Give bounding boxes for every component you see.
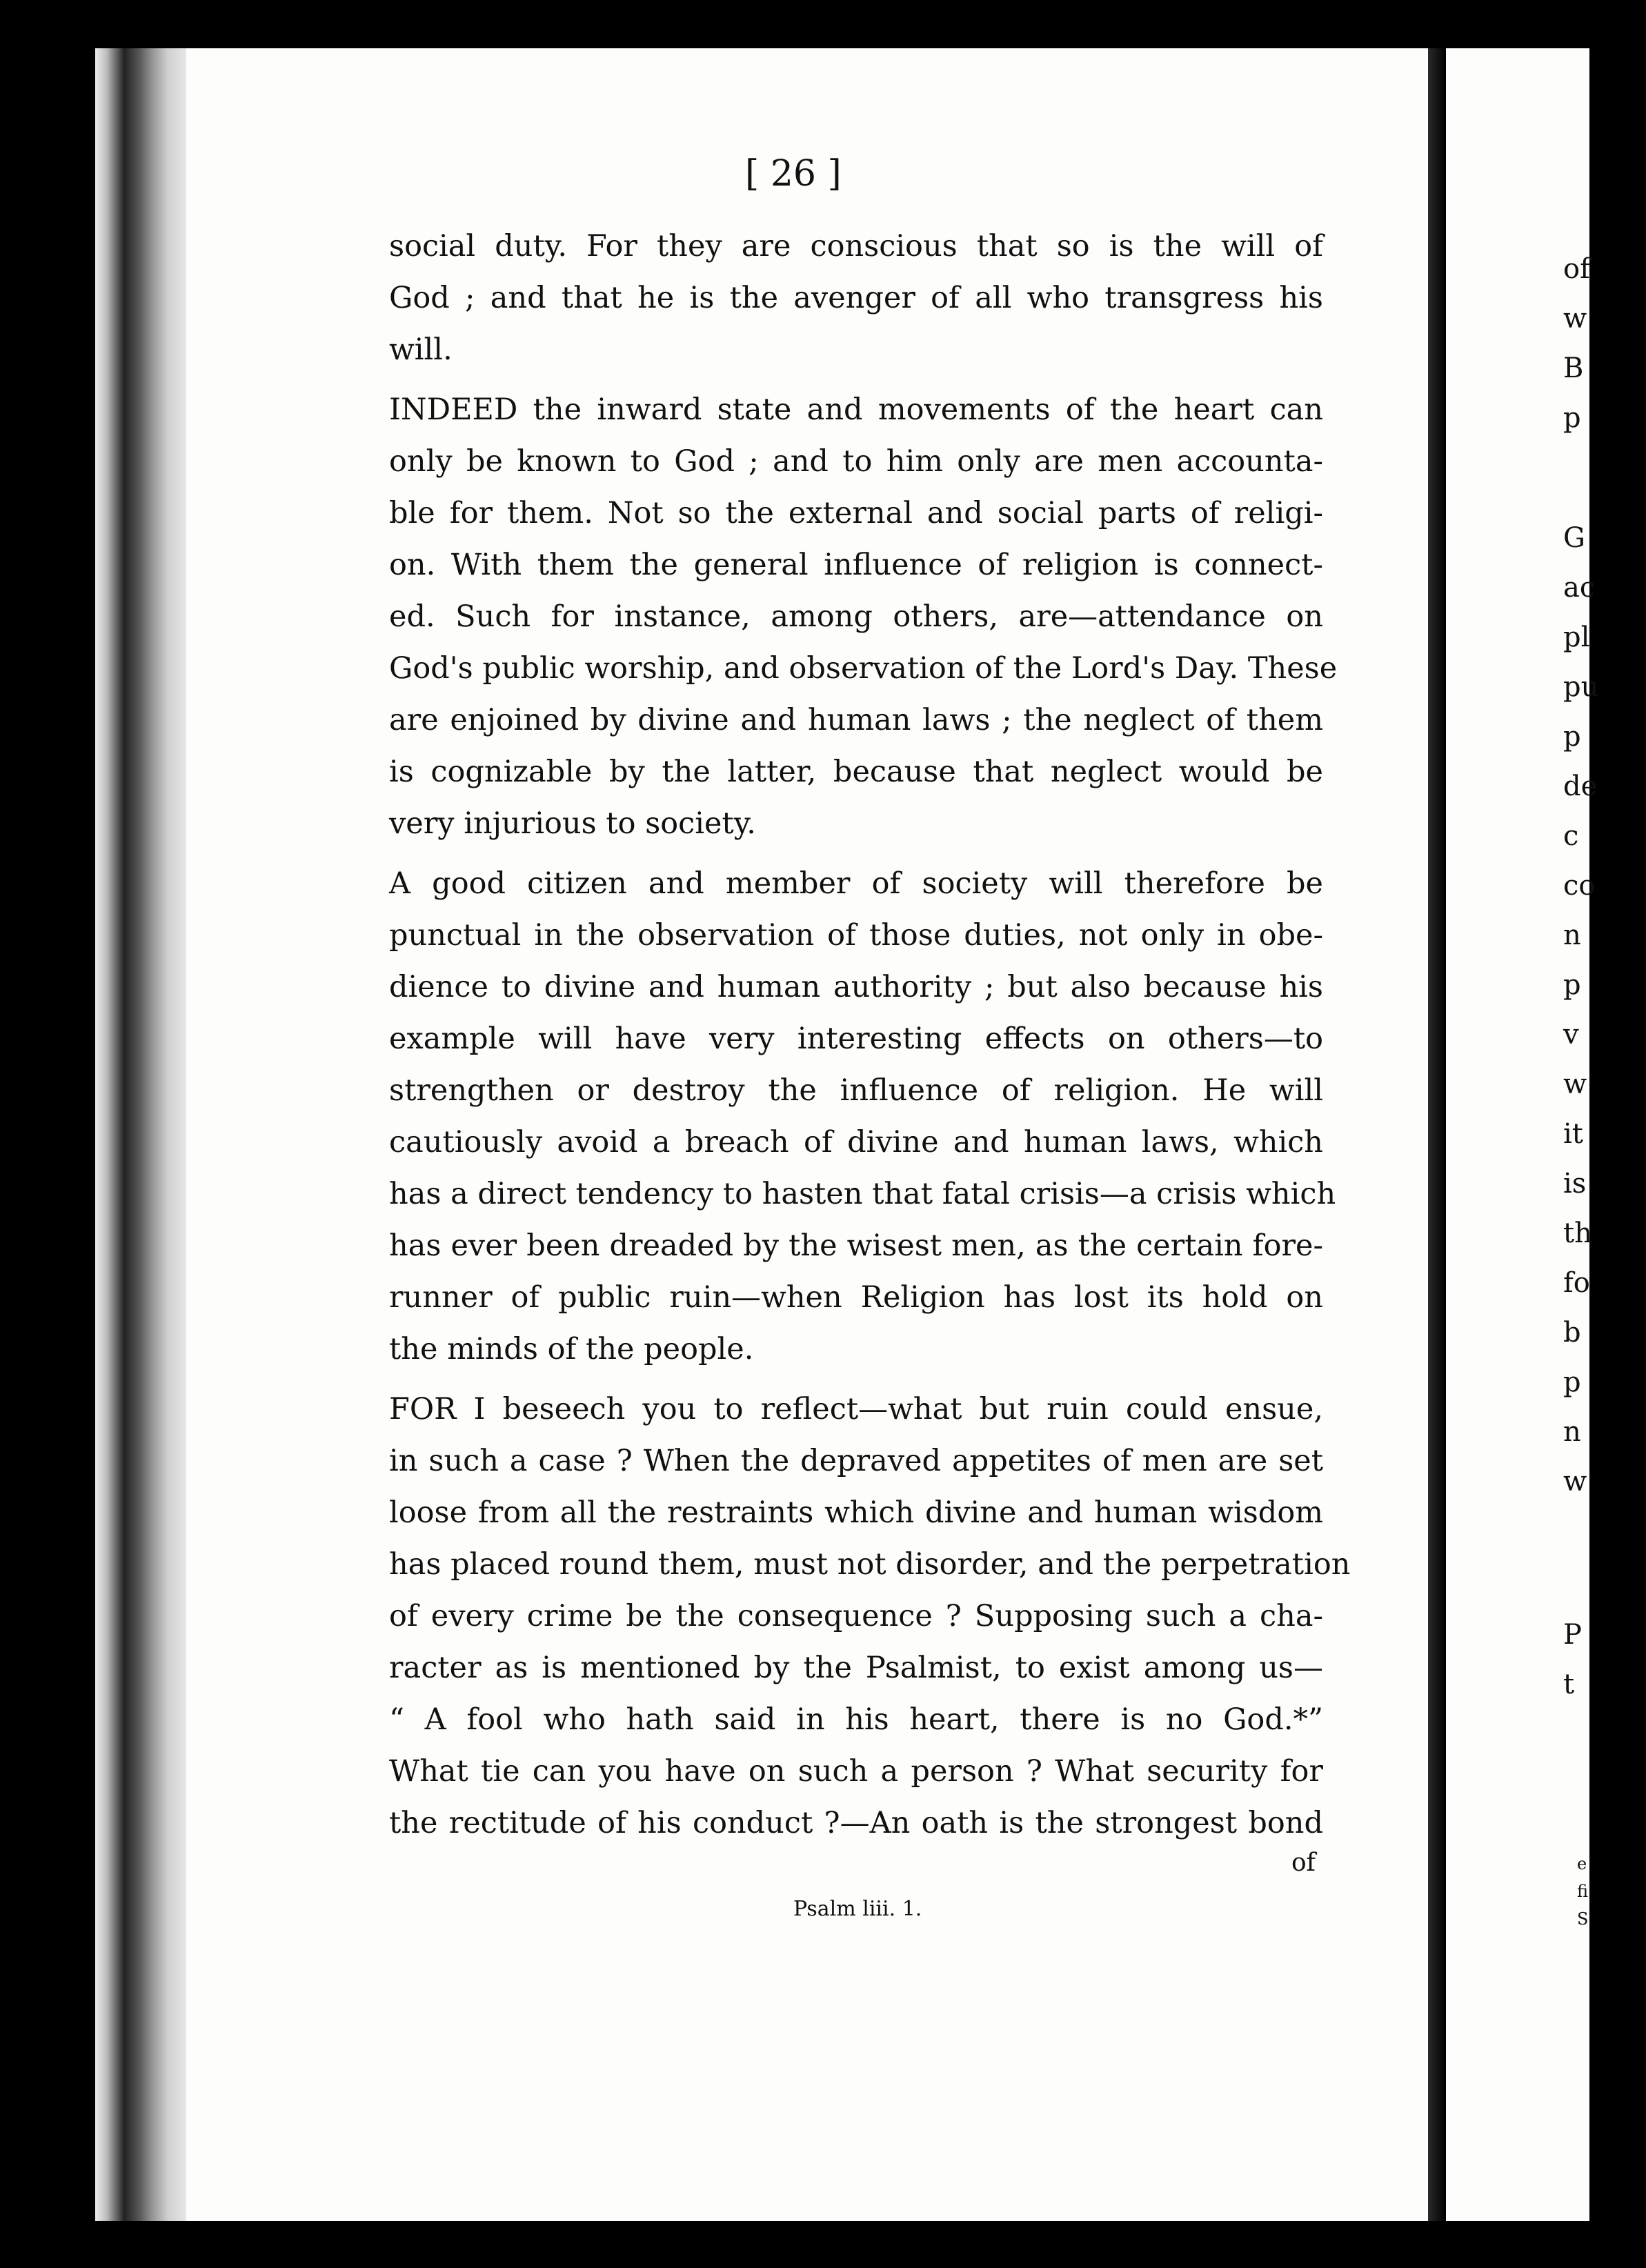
facing-line: fo: [1563, 1267, 1590, 1299]
text-line: racter as is mentioned by the Psalmist, to exist among us—: [389, 1651, 1323, 1685]
text-line: runner of public ruin—when Religion has lost its hold on: [389, 1280, 1323, 1315]
body-text: [389, 221, 1351, 1849]
text-line: dience to divine and human authority ; but also because his: [389, 970, 1323, 1004]
facing-line: p: [1563, 969, 1581, 1001]
page-edge-shadow: [95, 48, 192, 2221]
text-line: has a direct tendency to hasten that fatal crisis—a crisis which: [389, 1177, 1336, 1211]
facing-page-fragment: [1446, 48, 1599, 2221]
facing-note: S: [1577, 1909, 1589, 1929]
facing-line: is: [1563, 1168, 1587, 1200]
page-header: [ 26 ]: [745, 153, 842, 195]
facing-line: G: [1563, 522, 1585, 554]
text-line: has placed round them, must not disorder, and the perpetration: [389, 1547, 1351, 1582]
footnote: Psalm liii. 1.: [793, 1897, 922, 1921]
facing-line: of: [1563, 253, 1590, 285]
facing-line: p: [1563, 1366, 1581, 1398]
text-line: is cognizable by the latter, because that neglect would be: [389, 755, 1323, 789]
text-line: example will have very interesting effects on others—to: [389, 1022, 1323, 1056]
text-line: the minds of the people.: [389, 1332, 754, 1366]
facing-line: de: [1563, 770, 1598, 802]
text-line: FOR I beseech you to reflect—what but ruin could ensue,: [389, 1392, 1323, 1426]
text-line: ble for them. Not so the external and social parts of religi-: [389, 496, 1323, 530]
facing-line: v: [1563, 1019, 1579, 1051]
text-line: loose from all the restraints which divine and human wisdom: [389, 1495, 1323, 1530]
text-line: has ever been dreaded by the wisest men, as the certain fore-: [389, 1228, 1323, 1263]
text-line: God's public worship, and observation of the Lord's Day. These: [389, 651, 1338, 686]
facing-line: ac: [1563, 572, 1596, 604]
facing-line: B: [1563, 352, 1584, 384]
facing-line: p: [1563, 402, 1581, 434]
text-line: punctual in the observation of those duties, not only in obe-: [389, 918, 1323, 953]
catchword: of: [1291, 1849, 1316, 1877]
facing-line: P: [1563, 1619, 1582, 1651]
facing-line: w: [1563, 303, 1587, 335]
facing-line: w: [1563, 1068, 1587, 1100]
facing-note: fi: [1577, 1882, 1589, 1901]
text-line: strengthen or destroy the influence of religion. He will: [389, 1073, 1323, 1108]
text-line: cautiously avoid a breach of divine and human laws, which: [389, 1125, 1323, 1160]
facing-line: th: [1563, 1217, 1592, 1249]
text-line: What tie can you have on such a person ? What security for: [389, 1754, 1323, 1789]
facing-line: pl: [1563, 621, 1590, 653]
facing-line: it: [1563, 1118, 1583, 1150]
facing-line: pu: [1563, 671, 1599, 703]
text-line: A good citizen and member of society will therefore be: [389, 866, 1323, 901]
text-line: of every crime be the consequence ? Supposing such a cha-: [389, 1599, 1323, 1633]
text-line: only be known to God ; and to him only are men accounta-: [389, 444, 1323, 479]
facing-line: w: [1563, 1466, 1587, 1498]
text-line: will.: [389, 332, 453, 367]
text-line: God ; and that he is the avenger of all who transgress his: [389, 281, 1323, 315]
book-gutter: [1428, 48, 1446, 2221]
facing-line: n: [1563, 1416, 1581, 1448]
text-line: on. With them the general influence of religion is connect-: [389, 548, 1323, 582]
text-line: very injurious to society.: [389, 806, 756, 841]
text-line: social duty. For they are conscious that so is the will of: [389, 229, 1323, 263]
facing-line: c: [1563, 820, 1579, 852]
facing-note: e: [1577, 1854, 1587, 1873]
text-line: “ A fool who hath said in his heart, there is no God.*”: [389, 1702, 1323, 1737]
facing-line: co: [1563, 870, 1596, 902]
text-line: in such a case ? When the depraved appetites of men are set: [389, 1444, 1323, 1478]
facing-line: n: [1563, 919, 1581, 951]
facing-line: t: [1563, 1669, 1575, 1700]
facing-line: b: [1563, 1317, 1581, 1349]
facing-line: p: [1563, 721, 1581, 753]
text-line: ed. Such for instance, among others, are—attendance on: [389, 599, 1323, 634]
text-line: INDEED the inward state and movements of the heart can: [389, 392, 1323, 427]
text-line: the rectitude of his conduct ?—An oath is the strongest bond: [389, 1806, 1323, 1840]
text-line: are enjoined by divine and human laws ; the neglect of them: [389, 703, 1323, 737]
